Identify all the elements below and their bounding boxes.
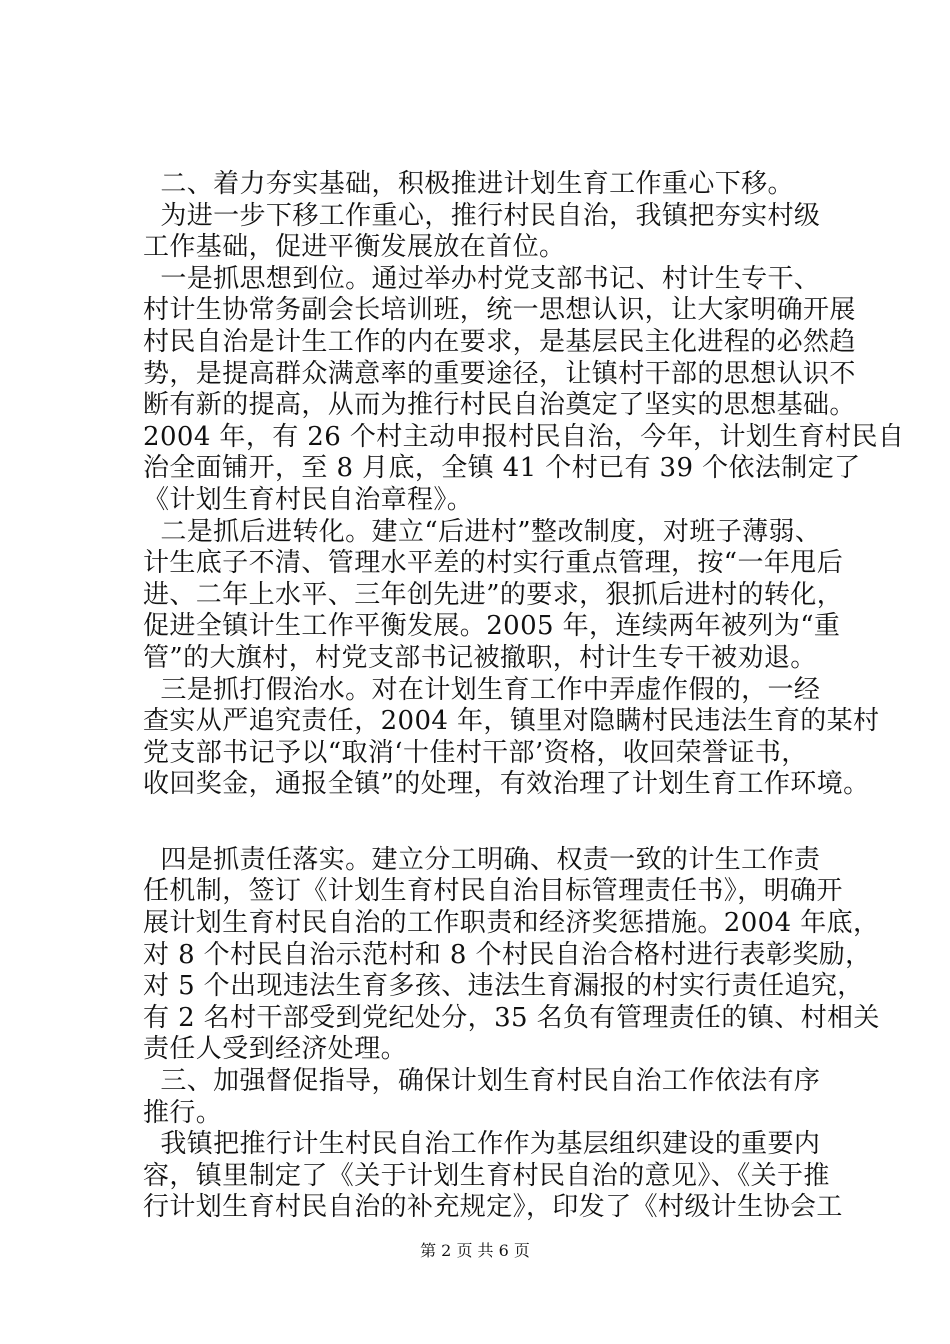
text-line: 一是抓思想到位。通过举办村党支部书记、村计生专干、 xyxy=(143,263,821,294)
text-line: 任机制，签订《计划生育村民自治目标管理责任书》，明确开 xyxy=(143,876,843,907)
text-line: 四是抓责任落实。建立分工明确、权责一致的计生工作责 xyxy=(143,844,821,875)
paragraph-p-heading-2 xyxy=(143,169,833,201)
text-line: 进、二年上水平、三年创先进”的要求，狠抓后进村的转化， xyxy=(143,579,844,610)
text-line: 村计生协常务副会长培训班，统一思想认识，让大家明确开展 xyxy=(143,295,856,326)
paragraph-p-intro xyxy=(143,201,833,264)
paragraph-p-third xyxy=(143,674,880,801)
text-line: 查实从严追究责任，2004 年，镇里对隐瞒村民违法生育的某村 xyxy=(143,706,880,737)
text-line: 我镇把推行计生村民自治工作作为基层组织建设的重要内 xyxy=(143,1129,821,1160)
text-line: 三是抓打假治水。对在计划生育工作中弄虚作假的，一经 xyxy=(143,674,821,705)
text-line: 断有新的提高，从而为推行村民自治奠定了坚实的思想基础。 xyxy=(143,390,856,421)
text-line: 对 5 个出现违法生育多孩、违法生育漏报的村实行责任追究， xyxy=(143,971,864,1002)
text-line: 责任人受到经济处理。 xyxy=(143,1034,408,1065)
text-line: 收回奖金，通报全镇”的处理，有效治理了计划生育工作环境。 xyxy=(143,769,870,800)
paragraph-p-last xyxy=(143,1129,843,1224)
text-line: 管”的大旗村，村党支部书记被撤职，村计生专干被劝退。 xyxy=(143,642,817,673)
text-line: 容，镇里制定了《关于计划生育村民自治的意见》、《关于推 xyxy=(143,1160,830,1191)
text-line: 村民自治是计生工作的内在要求，是基层民主化进程的必然趋 xyxy=(143,326,856,357)
document-body xyxy=(143,169,905,1224)
text-line: 党支部书记予以“取消‘十佳村干部’资格，收回荣誉证书， xyxy=(143,737,808,768)
text-line: 二、着力夯实基础，积极推进计划生育工作重心下移。 xyxy=(143,169,794,199)
text-line: 《计划生育村民自治章程》。 xyxy=(143,484,474,515)
text-line: 势，是提高群众满意率的重要途径，让镇村干部的思想认识不 xyxy=(143,358,856,389)
paragraph-p-fourth xyxy=(143,844,880,1066)
text-line: 行计划生育村民自治的补充规定》，印发了《村级计生协会工 xyxy=(143,1192,843,1223)
text-line: 三、加强督促指导，确保计划生育村民自治工作依法有序 xyxy=(143,1066,821,1097)
text-line: 治全面铺开，至 8 月底，全镇 41 个村已有 39 个依法制定了 xyxy=(143,453,861,484)
text-line: 2004 年，有 26 个村主动申报村民自治，今年，计划生育村民自 xyxy=(143,421,905,452)
text-line: 对 8 个村民自治示范村和 8 个村民自治合格村进行表彰奖励， xyxy=(143,939,872,970)
text-line: 计生底子不清、管理水平差的村实行重点管理，按“一年甩后 xyxy=(143,548,844,579)
text-line: 二是抓后进转化。建立“后进村”整改制度，对班子薄弱、 xyxy=(143,516,822,547)
paragraph-p-first xyxy=(143,263,905,517)
text-line: 展计划生育村民自治的工作职责和经济奖惩措施。2004 年底， xyxy=(143,908,880,939)
text-line: 有 2 名村干部受到党纪处分，35 名负有管理责任的镇、村相关 xyxy=(143,1002,880,1033)
text-line: 促进全镇计生工作平衡发展。2005 年，连续两年被列为“重 xyxy=(143,611,841,642)
text-line: 推行。 xyxy=(143,1097,223,1128)
paragraph-p-second xyxy=(143,516,844,675)
page-footer: 第 2 页 共 6 页 xyxy=(420,1241,530,1260)
text-line: 工作基础，促进平衡发展放在首位。 xyxy=(143,232,566,263)
text-line: 为进一步下移工作重心，推行村民自治，我镇把夯实村级 xyxy=(143,200,821,231)
paragraph-gap xyxy=(143,801,833,845)
paragraph-p-heading-3 xyxy=(143,1066,833,1129)
